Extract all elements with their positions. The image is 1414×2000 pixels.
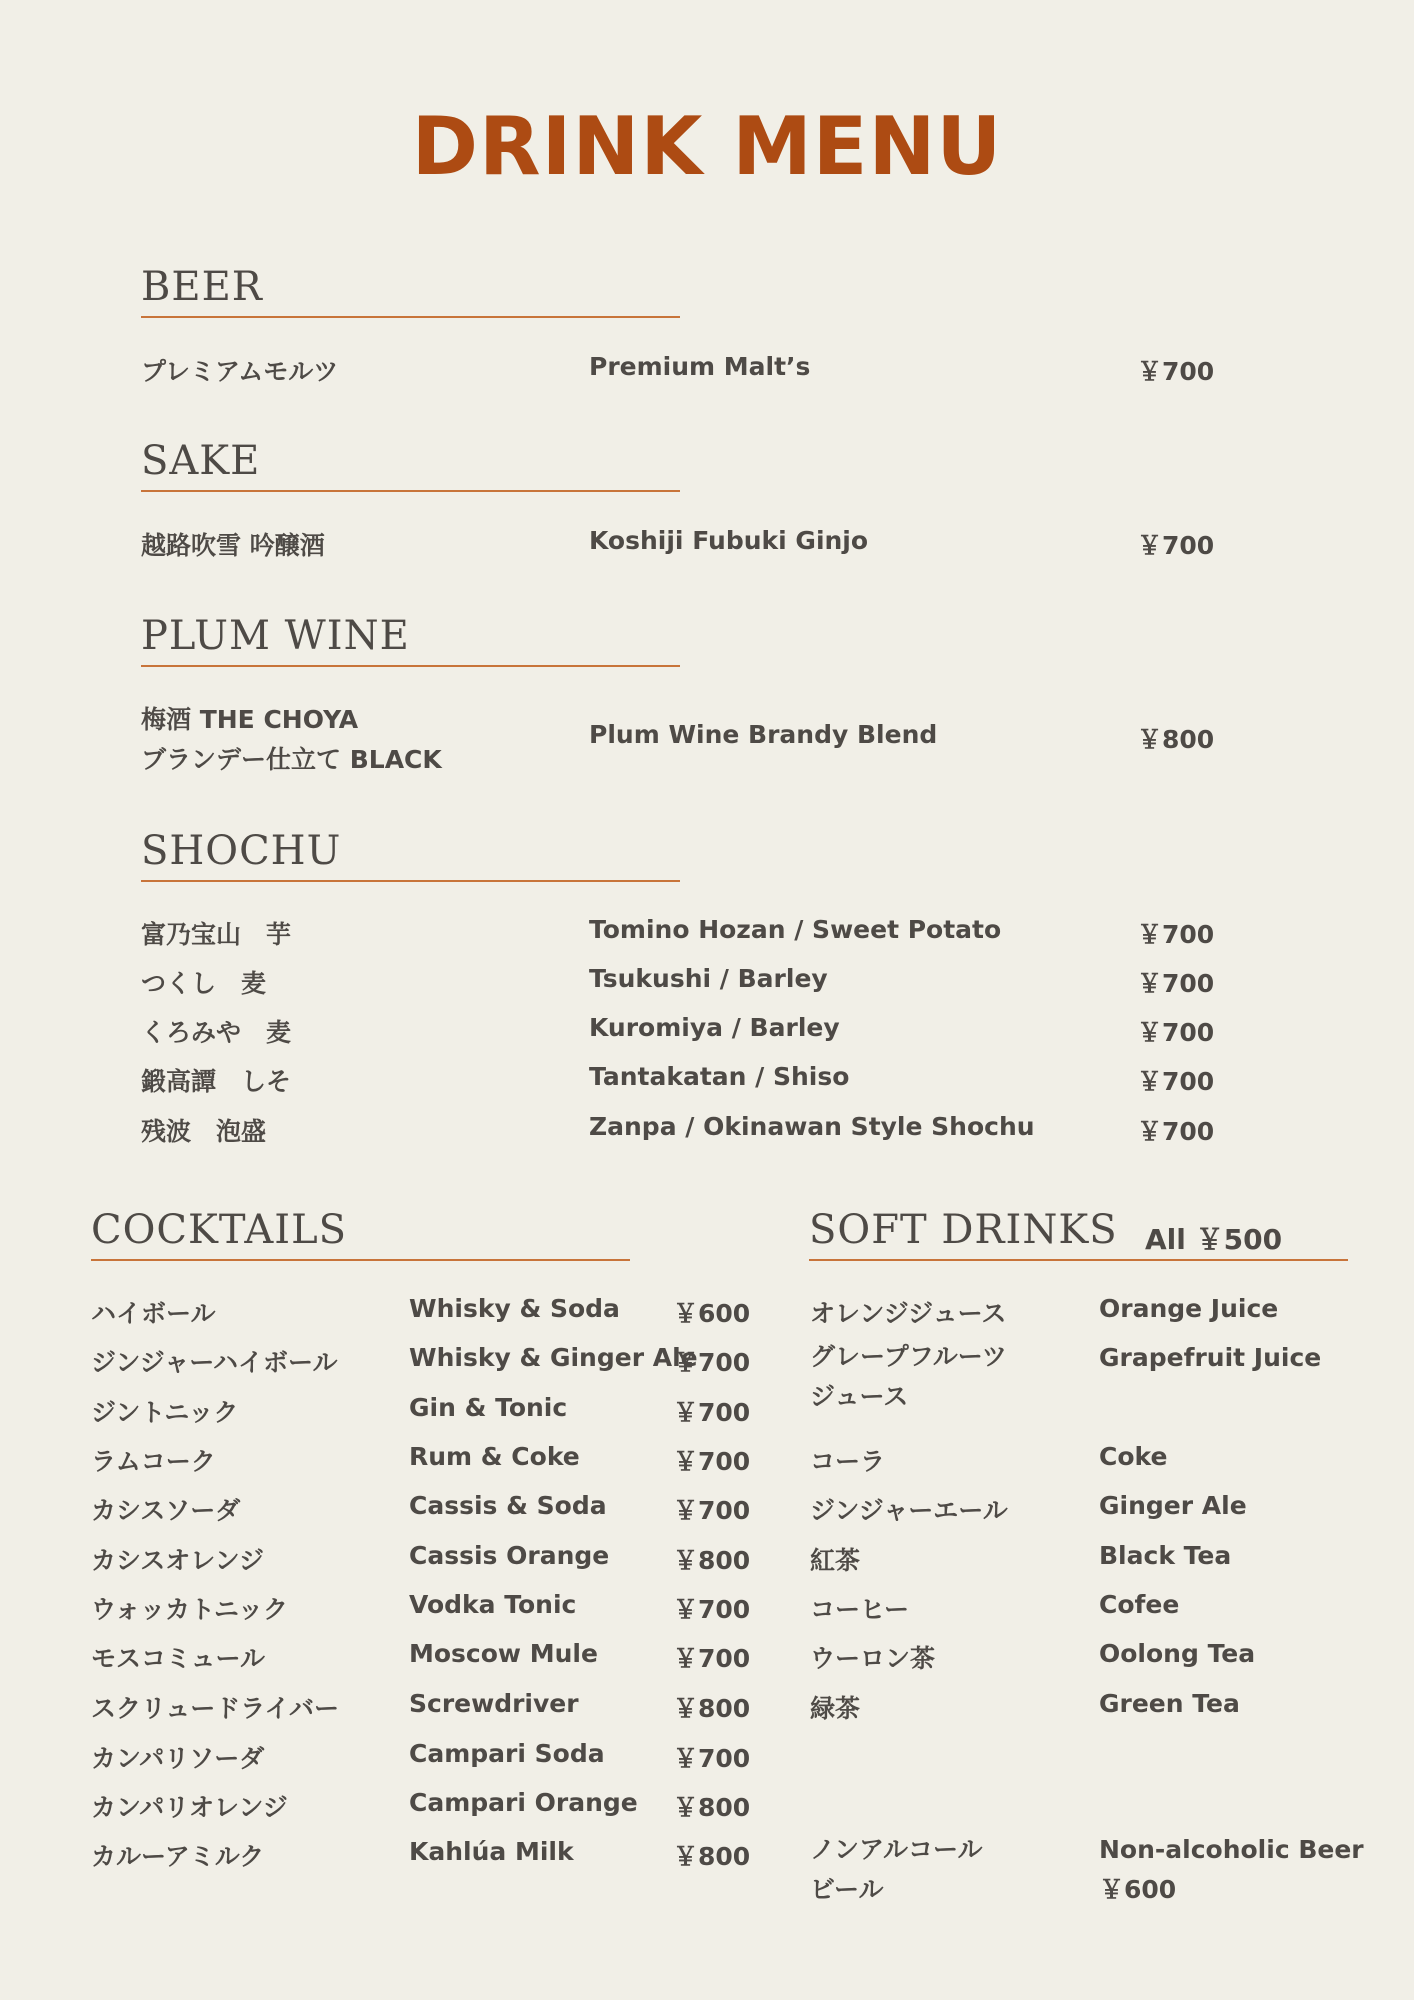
item-jp-name: ハイボール bbox=[91, 1299, 216, 1328]
item-jp-name-line1: ノンアルコール bbox=[810, 1835, 983, 1864]
item-en-name: Cassis Orange bbox=[409, 1541, 610, 1570]
item-en-name: Oolong Tea bbox=[1099, 1639, 1256, 1668]
item-en-name: Premium Malt’s bbox=[589, 352, 811, 381]
item-en-name: Screwdriver bbox=[409, 1689, 579, 1718]
item-jp-name: カンパリソーダ bbox=[91, 1744, 265, 1773]
item-price: ￥800 bbox=[673, 1546, 751, 1575]
item-jp-name: カシスソーダ bbox=[91, 1496, 241, 1525]
item-jp-name: 残波 泡盛 bbox=[141, 1117, 267, 1146]
item-price: ￥700 bbox=[673, 1644, 751, 1673]
item-price: ￥700 bbox=[1137, 531, 1215, 560]
item-en-name: Orange Juice bbox=[1099, 1294, 1279, 1323]
item-jp-name: カンパリオレンジ bbox=[91, 1793, 288, 1822]
item-price: ￥700 bbox=[1137, 1117, 1215, 1146]
item-jp-name bbox=[810, 1830, 983, 1910]
item-en-name: Moscow Mule bbox=[409, 1639, 598, 1668]
section-divider bbox=[91, 1259, 630, 1261]
item-price: ￥800 bbox=[1137, 725, 1215, 754]
item-price: ￥700 bbox=[673, 1447, 751, 1476]
section-divider bbox=[141, 490, 680, 492]
section-title: BEER bbox=[141, 264, 263, 310]
item-jp-name: 緑茶 bbox=[810, 1694, 861, 1723]
item-price: ￥700 bbox=[1137, 969, 1215, 998]
item-en-name: Koshiji Fubuki Ginjo bbox=[589, 526, 869, 555]
section-divider bbox=[141, 316, 680, 318]
item-en-name: Kahlúa Milk bbox=[409, 1837, 574, 1866]
item-jp-name: くろみや 麦 bbox=[141, 1018, 292, 1047]
item-jp-name: スクリュードライバー bbox=[91, 1694, 340, 1723]
item-jp-name: オレンジジュース bbox=[810, 1299, 1007, 1328]
item-en-name: Rum & Coke bbox=[409, 1442, 580, 1471]
item-jp-name: ジンジャーハイボール bbox=[91, 1348, 338, 1377]
item-en-name: Zanpa / Okinawan Style Shochu bbox=[589, 1112, 1035, 1141]
item-price: ￥700 bbox=[673, 1744, 751, 1773]
item-price: ￥700 bbox=[673, 1595, 751, 1624]
item-en-name: Cofee bbox=[1099, 1590, 1180, 1619]
shochu-section-header bbox=[141, 826, 680, 882]
item-jp-name: ジントニック bbox=[91, 1398, 239, 1427]
item-price: ￥700 bbox=[673, 1496, 751, 1525]
section-title: COCKTAILS bbox=[91, 1207, 348, 1253]
item-en-name: Coke bbox=[1099, 1442, 1168, 1471]
item-en-name: Ginger Ale bbox=[1099, 1491, 1247, 1520]
section-title: SAKE bbox=[141, 438, 261, 484]
item-price: ￥700 bbox=[1137, 357, 1215, 386]
item-price: ￥700 bbox=[1137, 920, 1215, 949]
item-en-name: Tomino Hozan / Sweet Potato bbox=[589, 915, 1002, 944]
item-jp-name: コーヒー bbox=[810, 1595, 910, 1624]
item-price: ￥600 bbox=[1099, 1875, 1177, 1904]
item-jp-name: 紅茶 bbox=[810, 1546, 861, 1575]
item-jp-name-line2: ビール bbox=[810, 1875, 884, 1904]
cocktails-section-header bbox=[91, 1205, 630, 1261]
item-en-name: Non-alcoholic Beer bbox=[1099, 1835, 1364, 1864]
item-en-name: Vodka Tonic bbox=[409, 1590, 577, 1619]
item-jp-name: ウーロン茶 bbox=[810, 1644, 936, 1673]
menu-title: DRINK MENU bbox=[411, 100, 1003, 193]
item-jp-name: モスコミュール bbox=[91, 1644, 266, 1673]
item-en-name: Kuromiya / Barley bbox=[589, 1013, 840, 1042]
item-jp-name bbox=[141, 700, 442, 780]
item-jp-name: カシスオレンジ bbox=[91, 1546, 265, 1575]
item-en-name: Cassis & Soda bbox=[409, 1491, 607, 1520]
item-price: ￥700 bbox=[673, 1348, 751, 1377]
item-en-name: Gin & Tonic bbox=[409, 1393, 568, 1422]
item-jp-name: ウォッカトニック bbox=[91, 1595, 289, 1624]
item-en-name: Tantakatan / Shiso bbox=[589, 1062, 850, 1091]
section-title: PLUM WINE bbox=[141, 613, 410, 659]
section-title: SHOCHU bbox=[141, 828, 342, 874]
item-price: ￥800 bbox=[673, 1842, 751, 1871]
item-en-name: Whisky & Soda bbox=[409, 1294, 620, 1323]
item-price: ￥800 bbox=[673, 1793, 751, 1822]
item-jp-name-line2: ブランデー仕立て BLACK bbox=[141, 745, 442, 774]
item-en-name: Tsukushi / Barley bbox=[589, 964, 828, 993]
item-jp-name: プレミアムモルツ bbox=[141, 357, 339, 386]
item-price: ￥600 bbox=[673, 1299, 751, 1328]
item-en-name: Campari Soda bbox=[409, 1739, 605, 1768]
item-price: ￥700 bbox=[673, 1398, 751, 1427]
item-en-name: Plum Wine Brandy Blend bbox=[589, 720, 938, 749]
section-divider bbox=[809, 1259, 1348, 1261]
item-en-name: Whisky & Ginger Ale bbox=[409, 1343, 698, 1372]
item-jp-name: つくし 麦 bbox=[141, 969, 267, 998]
item-jp-name-line1: 梅酒 THE CHOYA bbox=[141, 705, 359, 734]
item-en-name-with-price bbox=[1099, 1830, 1364, 1910]
item-en-name: Green Tea bbox=[1099, 1689, 1240, 1718]
item-jp-name bbox=[810, 1337, 1007, 1417]
beer-section-header bbox=[141, 262, 680, 318]
item-jp-name: ラムコーク bbox=[91, 1447, 216, 1476]
item-jp-name: カルーアミルク bbox=[91, 1842, 265, 1871]
item-jp-name-line2: ジュース bbox=[810, 1382, 909, 1411]
sake-section-header bbox=[141, 436, 680, 492]
section-divider bbox=[141, 880, 680, 882]
section-divider bbox=[141, 665, 680, 667]
item-en-name: Campari Orange bbox=[409, 1788, 638, 1817]
item-jp-name: コーラ bbox=[810, 1447, 886, 1476]
item-jp-name: ジンジャーエール bbox=[810, 1496, 1008, 1525]
item-price: ￥700 bbox=[1137, 1067, 1215, 1096]
plum-wine-section-header bbox=[141, 611, 680, 667]
section-title: SOFT DRINKS bbox=[809, 1207, 1118, 1253]
item-jp-name: 鍛高譚 しそ bbox=[141, 1067, 292, 1096]
item-jp-name: 富乃宝山 芋 bbox=[141, 920, 292, 949]
item-price: ￥800 bbox=[673, 1694, 751, 1723]
item-jp-name: 越路吹雪 吟醸酒 bbox=[141, 531, 325, 560]
item-price: ￥700 bbox=[1137, 1018, 1215, 1047]
item-en-name: Grapefruit Juice bbox=[1099, 1343, 1322, 1372]
soft-drinks-all-price: All ￥500 bbox=[1145, 1223, 1283, 1256]
item-en-name: Black Tea bbox=[1099, 1541, 1232, 1570]
item-jp-name-line1: グレープフルーツ bbox=[810, 1342, 1007, 1371]
